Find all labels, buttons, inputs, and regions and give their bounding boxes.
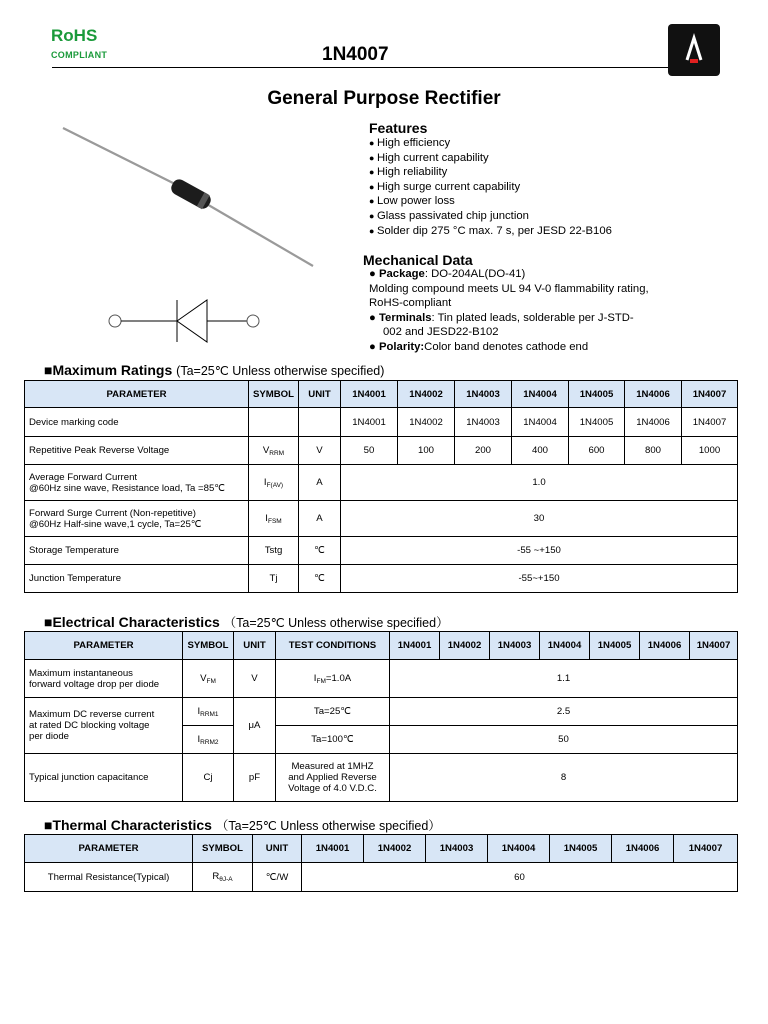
table-row bbox=[25, 537, 738, 565]
a-logo-icon bbox=[668, 24, 720, 76]
polarity-value: Color band denotes cathode end bbox=[424, 340, 589, 353]
table-row bbox=[25, 465, 738, 501]
col-header: UNIT bbox=[299, 381, 341, 408]
features-heading: Features bbox=[369, 120, 428, 136]
mechanical-heading: Mechanical Data bbox=[363, 252, 473, 268]
unit-cell: pF bbox=[234, 754, 276, 802]
col-header: PARAMETER bbox=[25, 381, 249, 408]
condition-cell: Measured at 1MHZ and Applied Reverse Voltage of 4.0 V.D.C. bbox=[276, 754, 390, 802]
value-cell: -55~+150 bbox=[341, 565, 738, 593]
value-cell: 1N4004 bbox=[512, 408, 569, 437]
terminals-line1: : Tin plated leads, solderable per J-STD- bbox=[431, 311, 634, 324]
value-cell: 50 bbox=[390, 726, 738, 754]
table-row bbox=[25, 698, 738, 726]
col-header: 1N4006 bbox=[625, 381, 682, 408]
max-ratings-title bbox=[44, 362, 384, 378]
package-label: Package bbox=[378, 268, 425, 280]
col-header: 1N4001 bbox=[390, 632, 440, 660]
col-header: 1N4004 bbox=[488, 835, 550, 863]
value-cell: -55 ~+150 bbox=[341, 537, 738, 565]
condition-cell: Ta=100℃ bbox=[276, 726, 390, 754]
unit-cell: ℃ bbox=[299, 537, 341, 565]
value-cell: 400 bbox=[512, 437, 569, 465]
document-title: General Purpose Rectifier bbox=[267, 88, 501, 109]
symbol-cell: $I_{FSM}$ bbox=[249, 501, 299, 537]
symbol-cell: $V_{RRM}$ bbox=[249, 437, 299, 465]
feature-item: ● High surge current capability bbox=[369, 180, 612, 195]
table-header-row bbox=[25, 632, 738, 660]
col-header: 1N4007 bbox=[674, 835, 738, 863]
param-cell: Storage Temperature bbox=[25, 537, 249, 565]
col-header: 1N4002 bbox=[364, 835, 426, 863]
param-cell: Average Forward Current @60Hz sine wave, Resistance load, Ta =85℃ bbox=[25, 465, 249, 501]
header-divider bbox=[52, 67, 686, 68]
electrical-title bbox=[44, 613, 449, 631]
part-number: 1N4007 bbox=[322, 44, 389, 65]
col-header: 1N4006 bbox=[612, 835, 674, 863]
rohs-compliant-label: COMPLIANT bbox=[51, 50, 108, 60]
param-cell: Thermal Resistance(Typical) bbox=[25, 863, 193, 892]
col-header: 1N4003 bbox=[426, 835, 488, 863]
col-header: TEST CONDITIONS bbox=[276, 632, 390, 660]
value-cell: 600 bbox=[569, 437, 625, 465]
feature-item: ● High reliability bbox=[369, 165, 612, 180]
table-row bbox=[25, 565, 738, 593]
value-cell: 50 bbox=[341, 437, 398, 465]
col-header: SYMBOL bbox=[249, 381, 299, 408]
feature-item: ● High efficiency bbox=[369, 136, 612, 151]
param-cell: Device marking code bbox=[25, 408, 249, 437]
terminals-line2: 002 and JESD22-B102 bbox=[383, 326, 499, 339]
col-header: 1N4002 bbox=[440, 632, 490, 660]
unit-cell: A bbox=[299, 501, 341, 537]
feature-item: ● High current capability bbox=[369, 151, 612, 166]
param-cell: Forward Surge Current (Non-repetitive) @60Hz Half-sine wave,1 cycle, Ta=25℃ bbox=[25, 501, 249, 537]
package-value: : DO-204AL(DO-41) bbox=[424, 268, 526, 280]
value-cell: 8 bbox=[390, 754, 738, 802]
max-ratings-title-text: ■Maximum Ratings bbox=[44, 362, 173, 378]
symbol-cell: $I_{RRM2}$ bbox=[183, 726, 234, 754]
symbol-cell: Tstg bbox=[249, 537, 299, 565]
col-header: 1N4005 bbox=[569, 381, 625, 408]
col-header: SYMBOL bbox=[183, 632, 234, 660]
value-cell: 30 bbox=[341, 501, 738, 537]
molding-line2: RoHS-compliant bbox=[369, 297, 452, 310]
unit-cell: ℃/W bbox=[253, 863, 302, 892]
col-header: PARAMETER bbox=[25, 835, 193, 863]
value-cell: 2.5 bbox=[390, 698, 738, 726]
thermal-condition: （Ta=25℃ Unless otherwise specified） bbox=[215, 819, 441, 833]
col-header: 1N4007 bbox=[690, 632, 738, 660]
col-header: SYMBOL bbox=[193, 835, 253, 863]
col-header: 1N4004 bbox=[540, 632, 590, 660]
param-cell: Typical junction capacitance bbox=[25, 754, 183, 802]
value-cell: 1.1 bbox=[390, 660, 738, 698]
diode-image bbox=[55, 120, 320, 280]
col-header: PARAMETER bbox=[25, 632, 183, 660]
table-row bbox=[25, 754, 738, 802]
molding-line1: Molding compound meets UL 94 V-0 flammability rating, bbox=[369, 282, 649, 295]
electrical-condition: （Ta=25℃ Unless otherwise specified） bbox=[223, 616, 449, 630]
feature-item: ● Low power loss bbox=[369, 194, 612, 209]
table-row bbox=[25, 660, 738, 698]
value-cell: 1N4007 bbox=[682, 408, 738, 437]
thermal-title-text: ■Thermal Characteristics bbox=[44, 817, 212, 833]
unit-cell: A bbox=[299, 465, 341, 501]
unit-cell: ℃ bbox=[299, 565, 341, 593]
col-header: 1N4005 bbox=[550, 835, 612, 863]
symbol-cell: $I_{F(AV)}$ bbox=[249, 465, 299, 501]
param-cell: Maximum DC reverse current at rated DC blocking voltage per diode bbox=[25, 698, 183, 754]
symbol-cell: $R_{\theta J-A}$ bbox=[193, 863, 253, 892]
symbol-cell: Cj bbox=[183, 754, 234, 802]
symbol-cell: $I_{RRM1}$ bbox=[183, 698, 234, 726]
symbol-cell: Tj bbox=[249, 565, 299, 593]
value-cell: 1.0 bbox=[341, 465, 738, 501]
col-header: 1N4004 bbox=[512, 381, 569, 408]
electrical-title-text: ■Electrical Characteristics bbox=[44, 614, 220, 630]
features-list bbox=[369, 136, 612, 238]
value-cell: 100 bbox=[398, 437, 455, 465]
unit-cell: V bbox=[234, 660, 276, 698]
value-cell: 1N4001 bbox=[341, 408, 398, 437]
value-cell: 1N4006 bbox=[625, 408, 682, 437]
symbol-cell bbox=[249, 408, 299, 437]
param-cell: Repetitive Peak Reverse Voltage bbox=[25, 437, 249, 465]
unit-cell: V bbox=[299, 437, 341, 465]
col-header: 1N4005 bbox=[590, 632, 640, 660]
value-cell: 60 bbox=[302, 863, 738, 892]
param-cell: Maximum instantaneous forward voltage drop per diode bbox=[25, 660, 183, 698]
col-header: 1N4002 bbox=[398, 381, 455, 408]
value-cell: 1000 bbox=[682, 437, 738, 465]
table-row bbox=[25, 437, 738, 465]
table-row bbox=[25, 408, 738, 437]
polarity-label: Polarity: bbox=[378, 340, 425, 353]
unit-cell: μA bbox=[234, 698, 276, 754]
col-header: 1N4006 bbox=[640, 632, 690, 660]
max-ratings-condition: (Ta=25℃ Unless otherwise specified) bbox=[176, 364, 385, 378]
value-cell: 800 bbox=[625, 437, 682, 465]
mechanical-data: ● Package: DO-204AL(DO-41) Molding compound meets UL 94 V-0 flammability rating, RoHS-compliant ● Terminals: Tin plated leads, solderable per J-STD- 002 and JESD22-B102 ● Polarity:Color band denotes cathode end bbox=[369, 267, 689, 355]
condition-cell: Ta=25℃ bbox=[276, 698, 390, 726]
table-header-row bbox=[25, 835, 738, 863]
max-ratings-table bbox=[24, 380, 738, 593]
table-header-row bbox=[25, 381, 738, 408]
value-cell: 200 bbox=[455, 437, 512, 465]
value-cell: 1N4003 bbox=[455, 408, 512, 437]
col-header: 1N4001 bbox=[341, 381, 398, 408]
terminals-label: Terminals bbox=[378, 311, 432, 324]
col-header: 1N4003 bbox=[490, 632, 540, 660]
param-cell: Junction Temperature bbox=[25, 565, 249, 593]
col-header: 1N4001 bbox=[302, 835, 364, 863]
table-row bbox=[25, 863, 738, 892]
thermal-title bbox=[44, 816, 441, 834]
symbol-cell: $V_{FM}$ bbox=[183, 660, 234, 698]
feature-item: ● Solder dip 275 °C max. 7 s, per JESD 22-B106 bbox=[369, 224, 612, 239]
thermal-table bbox=[24, 834, 738, 892]
value-cell: 1N4002 bbox=[398, 408, 455, 437]
table-row bbox=[25, 501, 738, 537]
col-header: 1N4007 bbox=[682, 381, 738, 408]
col-header: UNIT bbox=[253, 835, 302, 863]
electrical-table bbox=[24, 631, 738, 802]
value-cell: 1N4005 bbox=[569, 408, 625, 437]
unit-cell bbox=[299, 408, 341, 437]
diode-symbol-icon bbox=[105, 296, 265, 346]
feature-item: ● Glass passivated chip junction bbox=[369, 209, 612, 224]
condition-cell: $I_{FM}=1.0A$ bbox=[276, 660, 390, 698]
col-header: 1N4003 bbox=[455, 381, 512, 408]
col-header: UNIT bbox=[234, 632, 276, 660]
rohs-mark: RoHS bbox=[51, 26, 98, 45]
